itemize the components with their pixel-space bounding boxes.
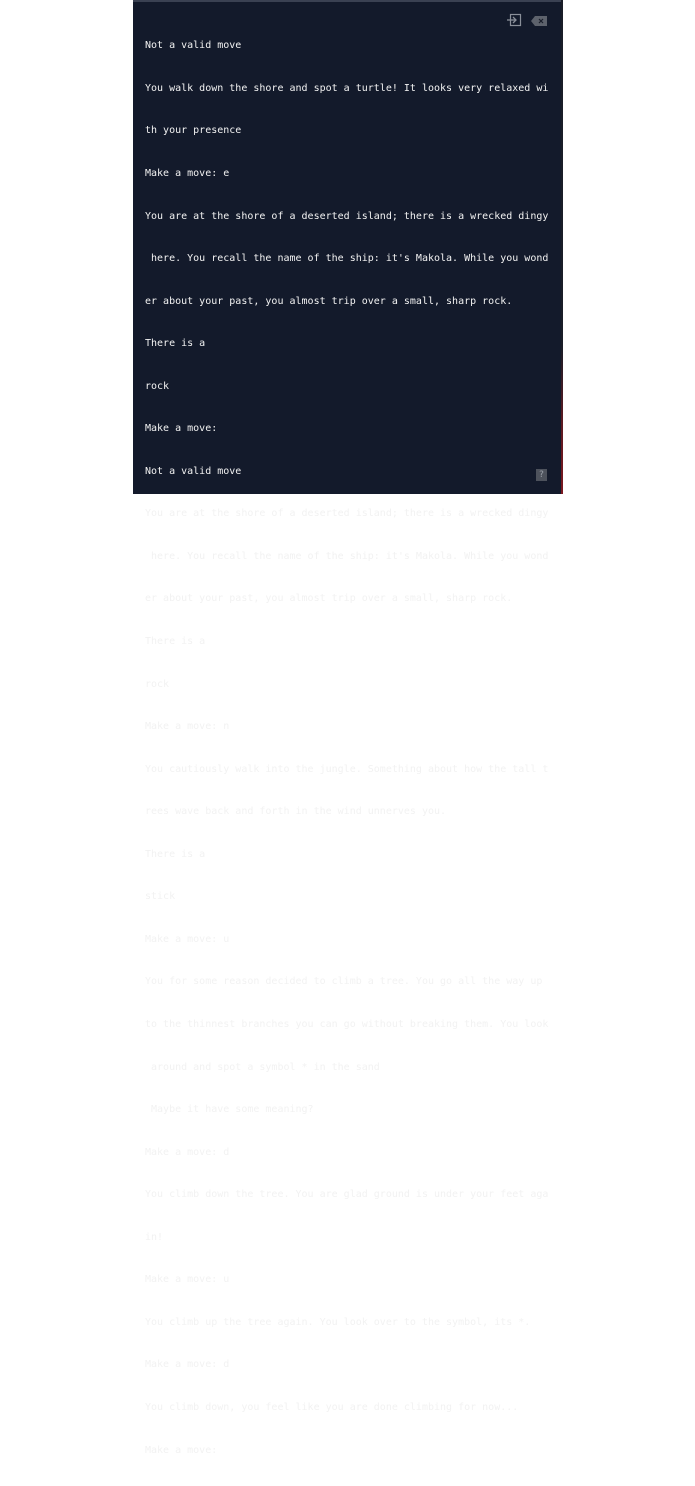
console-line: Make a move: u [145,1274,230,1286]
terminal-console[interactable] [133,0,561,1457]
console-line: Not a valid move [145,465,242,477]
console-line: stick [145,891,176,903]
console-output [145,11,548,1486]
console-line: Make a move: d [145,1359,230,1371]
console-line: You cautiously walk into the jungle. Something about how the tall t [145,763,549,775]
console-line: There is a [145,338,206,350]
console-line: here. You recall the name of the ship: it's Makola. While you wond [145,550,549,562]
console-line: You are at the shore of a deserted island; there is a wrecked dingy [145,508,549,520]
console-line: You are at the shore of a deserted island; there is a wrecked dingy [145,210,549,222]
help-icon[interactable]: ? [536,469,547,481]
console-line: Make a move: d [145,1146,230,1158]
console-line: rock [145,380,170,392]
console-line: rock [145,678,170,690]
clear-console-icon[interactable] [531,16,547,26]
console-line: Make a move: u [145,933,230,945]
text-cursor [224,1443,230,1455]
console-line: Make a move: n [145,721,230,733]
console-line: in! [145,1231,164,1243]
console-line: You climb down the tree. You are glad ground is under your feet aga [145,1189,549,1201]
console-line: er about your past, you almost trip over a small, sharp rock. [145,593,513,605]
console-line: Not a valid move [145,40,242,52]
console-line: Maybe it have some meaning? [145,1104,314,1116]
console-line: There is a [145,636,206,648]
console-line: to the thinnest branches you can go without breaking them. You look [145,1018,549,1030]
console-line: You walk down the shore and spot a turtle! It looks very relaxed wi [145,82,549,94]
console-line: rees wave back and forth in the wind unnerves you. [145,806,447,818]
console-line: er about your past, you almost trip over a small, sharp rock. [145,295,513,307]
console-line: You climb down, you feel like you are done climbing for now... [145,1401,519,1413]
console-line: Make a move: [145,423,218,435]
console-line: There is a [145,848,206,860]
console-line: You for some reason decided to climb a tree. You go all the way up [145,976,543,988]
console-line: th your presence [145,125,242,137]
console-line: here. You recall the name of the ship: it's Makola. While you wond [145,253,549,265]
exit-icon[interactable] [507,14,521,26]
input-prompt-line[interactable] [145,1443,548,1457]
console-line: You climb up the tree again. You look over to the symbol, its *. [145,1316,531,1328]
input-prompt: Make a move: [145,1445,224,1457]
console-line: Make a move: e [145,168,230,180]
console-line: around and spot a symbol * in the sand [145,1061,380,1073]
window-edge [561,0,563,494]
